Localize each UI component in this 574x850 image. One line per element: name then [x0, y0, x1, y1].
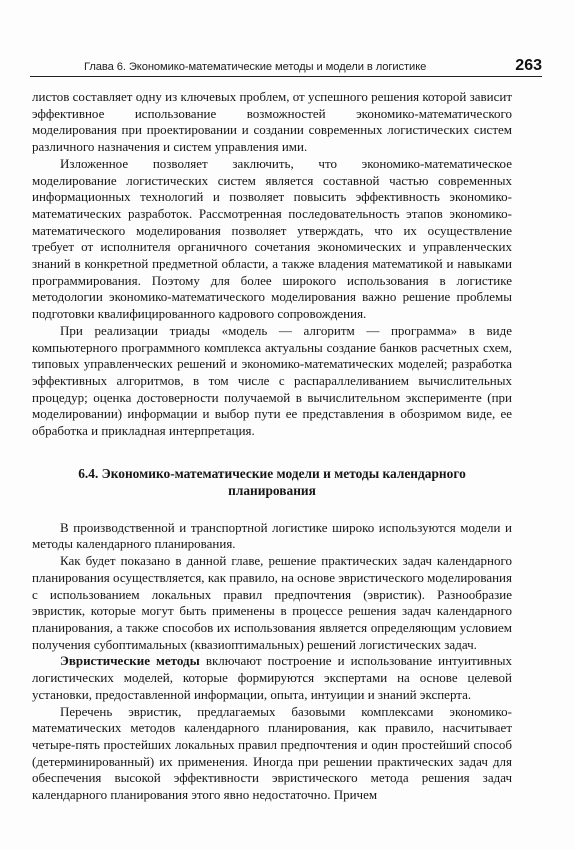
chapter-title: Глава 6. Экономико-математические методы и модели в логистике — [84, 61, 427, 73]
paragraph-continuation: листов составляет одну из ключевых проблем, от успешного решения которой зависит эффективное использование возможностей экономико-математического моделирования при проектировании и создании современных логистических систем различного назначения и систем управления ими. — [32, 89, 512, 155]
term-heuristic-methods: Эвристические методы — [60, 653, 200, 669]
paragraph: В производственной и транспортной логистике широко используются модели и методы календарного планирования. — [32, 519, 512, 552]
paragraph — [32, 653, 512, 703]
paragraph: Перечень эвристик, предлагаемых базовыми комплексами экономико-математических методов календарного планирования, как правило, насчитывает четыре-пять простейших локальных правил предпочтения и один простейший способ (детерминированный) их применения. Иногда при решении практических задач для обеспечения высокой эффективности эвристического метода решения задач календарного планирования этого явно недостаточно. Причем — [32, 703, 512, 803]
paragraph: Изложенное позволяет заключить, что экономико-математическое моделирование логистических систем является составной частью современных информационных технологий и позволяет повысить эффективность экономико-математических разработок. Рассмотренная последовательность этапов экономико-математического моделирования позволяет утверждать, что их осуществление требует от исполнителя органичного сочетания экономических и управленческих знаний в конкретной предметной области, а также владения математикой и навыками программирования. Поэтому для более широкого использования в логистике методологии экономико-математического моделирования важно решение проблемы подготовки квалифицированного кадрового сопровождения. — [32, 155, 512, 322]
body-text — [32, 89, 512, 804]
page-number: 263 — [515, 57, 542, 74]
running-header — [30, 54, 542, 77]
paragraph: При реализации триады «модель — алгоритм — программа» в виде компьютерного программного комплекса актуальны создание банков расчетных схем, типовых управленческих решений и экономико-математических моделей; разработка эффективных алгоритмов, в том числе с распараллеливанием вычислительных процедур; оценка достоверности получаемой в вычислительном эксперименте (при моделировании) информации и выбор пути ее представления в обозримом виде, ее обработка и прикладная интерпретация. — [32, 322, 512, 439]
paragraph-text: включают построение и использование интуитивных логистических моделей, которые формируются экспертами на основе целевой установки, предоставленной информации, опыта, интуиции и знаний эксперта. — [32, 653, 512, 702]
section-heading: 6.4. Экономико-математические модели и методы календарного планирования — [78, 465, 466, 498]
paragraph: Как будет показано в данной главе, решение практических задач календарного планирования осуществляется, как правило, на основе эвристического моделирования с использованием локальных правил предпочтения (эвристик). Разнообразие эвристик, которые могут быть применены в процессе решения задач календарного планирования, а также способов их использования является определяющим условием получения субоптимальных (квазиоптимальных) решений логистических задач. — [32, 553, 512, 652]
